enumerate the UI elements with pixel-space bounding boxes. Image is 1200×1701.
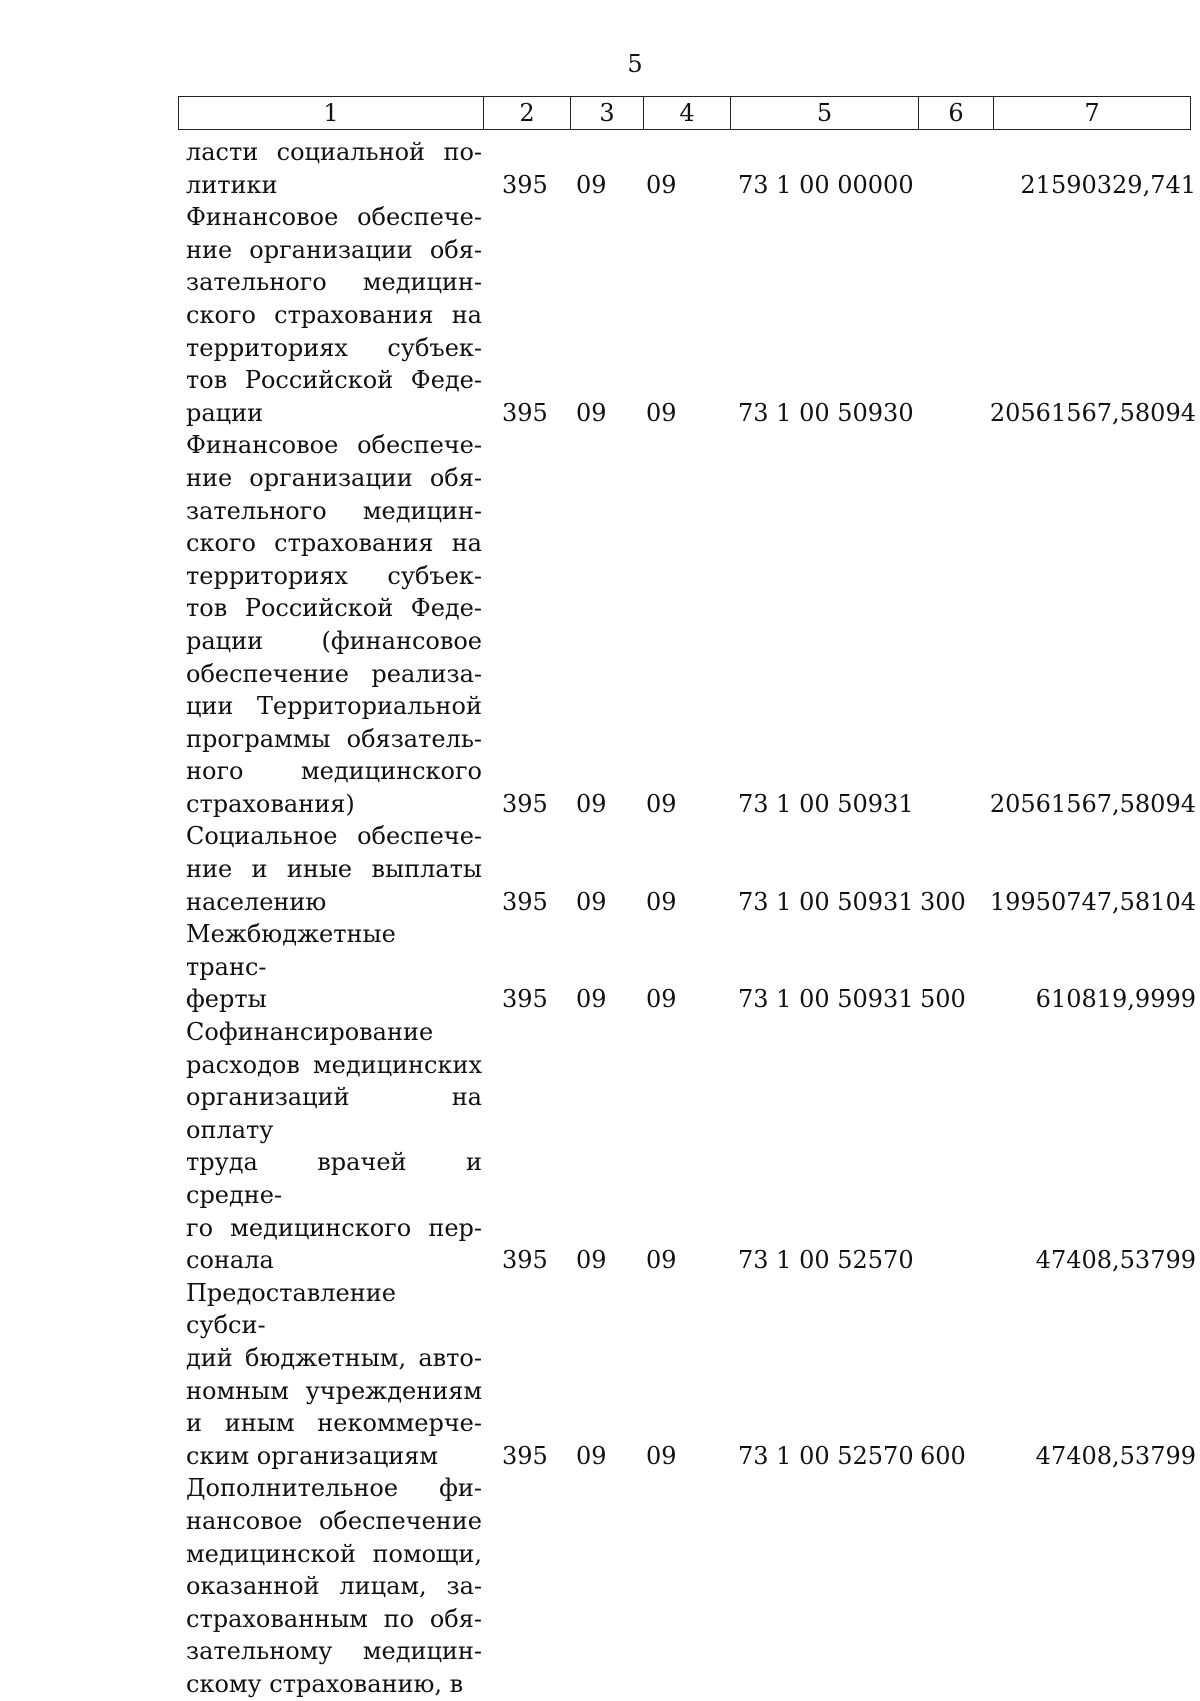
table-body: [186, 136, 1196, 1701]
cell-subsection: 09: [646, 887, 677, 916]
description-line: оказанной лицам, за-: [186, 1572, 482, 1601]
description-line: литики: [186, 170, 278, 199]
header-col-2: 2: [484, 97, 571, 129]
cell-subsection: 09: [646, 170, 677, 199]
description-line: Социальное обеспече-: [186, 822, 482, 851]
cell-section: 09: [576, 789, 607, 818]
row-description: [186, 136, 482, 201]
description-line: организаций на оплату: [186, 1083, 482, 1144]
cell-section: 09: [576, 398, 607, 427]
cell-amount: 20561567,58094: [989, 398, 1196, 427]
row-description: [186, 918, 482, 1016]
cell-section: 09: [576, 985, 607, 1014]
cell-amount: 47408,53799: [1035, 1441, 1196, 1470]
cell-amount: 47408,53799: [1035, 1246, 1196, 1275]
header-col-7: 7: [1084, 99, 1100, 127]
description-line: рации (финансовое: [186, 626, 482, 655]
description-line: го медицинского пер-: [186, 1213, 482, 1242]
cell-admin-code: 395: [502, 789, 548, 818]
header-col-4: 4: [644, 97, 731, 129]
description-line: Межбюджетные транс-: [186, 920, 396, 981]
table-row: [186, 918, 1196, 1016]
description-line: зательного медицин-: [186, 268, 482, 297]
cell-target-article: 73 1 00 50931: [738, 789, 914, 818]
description-line: ции Территориальной: [186, 692, 482, 721]
header-col-3: 3: [571, 97, 644, 129]
table-row: [186, 1472, 1196, 1700]
description-line: Финансовое обеспече-: [186, 431, 482, 460]
cell-admin-code: 395: [502, 1246, 548, 1275]
row-description: [186, 1472, 482, 1700]
cell-expense-type: 600: [920, 1441, 966, 1470]
cell-expense-type: 500: [920, 985, 966, 1014]
cell-target-article: 73 1 00 52570: [738, 1441, 914, 1470]
description-line: территориях субъек-: [186, 561, 482, 590]
description-line: ного медицинского: [186, 757, 482, 786]
cell-target-article: 73 1 00 50930: [738, 398, 914, 427]
description-line: страхования): [186, 789, 355, 818]
cell-section: 09: [576, 170, 607, 199]
description-line: труда врачей и средне-: [186, 1148, 482, 1209]
cell-target-article: 73 1 00 50931: [738, 985, 914, 1014]
description-line: ским организациям: [186, 1441, 439, 1470]
cell-section: 09: [576, 1441, 607, 1470]
description-line: тов Российской Феде-: [186, 366, 482, 395]
table-row: [186, 820, 1196, 918]
cell-amount: 21590329,741: [1020, 170, 1196, 199]
description-line: рации: [186, 398, 264, 427]
cell-admin-code: 395: [502, 1441, 548, 1470]
cell-subsection: 09: [646, 1441, 677, 1470]
description-line: расходов медицинских: [186, 1050, 482, 1079]
table-row: [186, 136, 1196, 201]
description-line: программы обязатель-: [186, 724, 482, 753]
cell-target-article: 73 1 00 52570: [738, 1246, 914, 1275]
cell-subsection: 09: [646, 789, 677, 818]
cell-subsection: 09: [646, 1246, 677, 1275]
row-description: [186, 1277, 482, 1473]
cell-amount: 19950747,58104: [989, 887, 1196, 916]
description-line: ского страхования на: [186, 529, 482, 558]
cell-subsection: 09: [646, 398, 677, 427]
row-description: [186, 820, 482, 918]
header-col-5: 5: [731, 97, 919, 129]
cell-admin-code: 395: [502, 985, 548, 1014]
description-line: дий бюджетным, авто-: [186, 1343, 482, 1372]
cell-admin-code: 395: [502, 170, 548, 199]
description-line: территориях субъек-: [186, 333, 482, 362]
cell-expense-type: 300: [920, 887, 966, 916]
description-line: Предоставление субси-: [186, 1278, 396, 1340]
description-line: ние и иные выплаты: [186, 855, 482, 884]
table-row: [186, 429, 1196, 820]
description-line: ние организации обя-: [186, 235, 482, 264]
description-line: скому страхованию, в: [186, 1669, 464, 1698]
description-line: медицинской помощи,: [186, 1539, 482, 1568]
table-header-row: [178, 96, 1191, 130]
row-description: [186, 429, 482, 820]
description-line: Софинансирование: [186, 1018, 434, 1047]
description-line: ферты: [186, 985, 267, 1014]
cell-admin-code: 395: [502, 398, 548, 427]
table-row: [186, 1016, 1196, 1277]
description-line: Финансовое обеспече-: [186, 203, 482, 232]
header-col-6: 6: [919, 97, 994, 129]
table-row: [186, 1277, 1196, 1473]
description-line: ние организации обя-: [186, 463, 482, 492]
cell-amount: 20561567,58094: [989, 789, 1196, 818]
row-description: [186, 1016, 482, 1277]
page-number: 5: [627, 50, 643, 78]
description-line: страхованным по обя-: [186, 1604, 482, 1633]
description-line: зательного медицин-: [186, 496, 482, 525]
description-line: ского страхования на: [186, 300, 482, 329]
description-line: населению: [186, 887, 327, 916]
description-line: Дополнительное фи-: [186, 1474, 482, 1503]
description-line: номным учреждениям: [186, 1376, 482, 1405]
cell-section: 09: [576, 887, 607, 916]
header-col-1: 1: [179, 97, 484, 129]
description-line: зательному медицин-: [186, 1637, 482, 1666]
description-line: тов Российской Феде-: [186, 594, 482, 623]
cell-amount: 610819,9999: [1035, 985, 1196, 1014]
cell-target-article: 73 1 00 50931: [738, 887, 914, 916]
description-line: и иным некоммерче-: [186, 1409, 482, 1438]
cell-target-article: 73 1 00 00000: [738, 170, 914, 199]
cell-admin-code: 395: [502, 887, 548, 916]
cell-subsection: 09: [646, 985, 677, 1014]
description-line: нансовое обеспечение: [186, 1506, 482, 1535]
row-description: [186, 201, 482, 429]
description-line: сонала: [186, 1246, 274, 1275]
table-row: [186, 201, 1196, 429]
description-line: ласти социальной по-: [186, 138, 482, 166]
description-line: обеспечение реализа-: [186, 659, 482, 688]
cell-section: 09: [576, 1246, 607, 1275]
